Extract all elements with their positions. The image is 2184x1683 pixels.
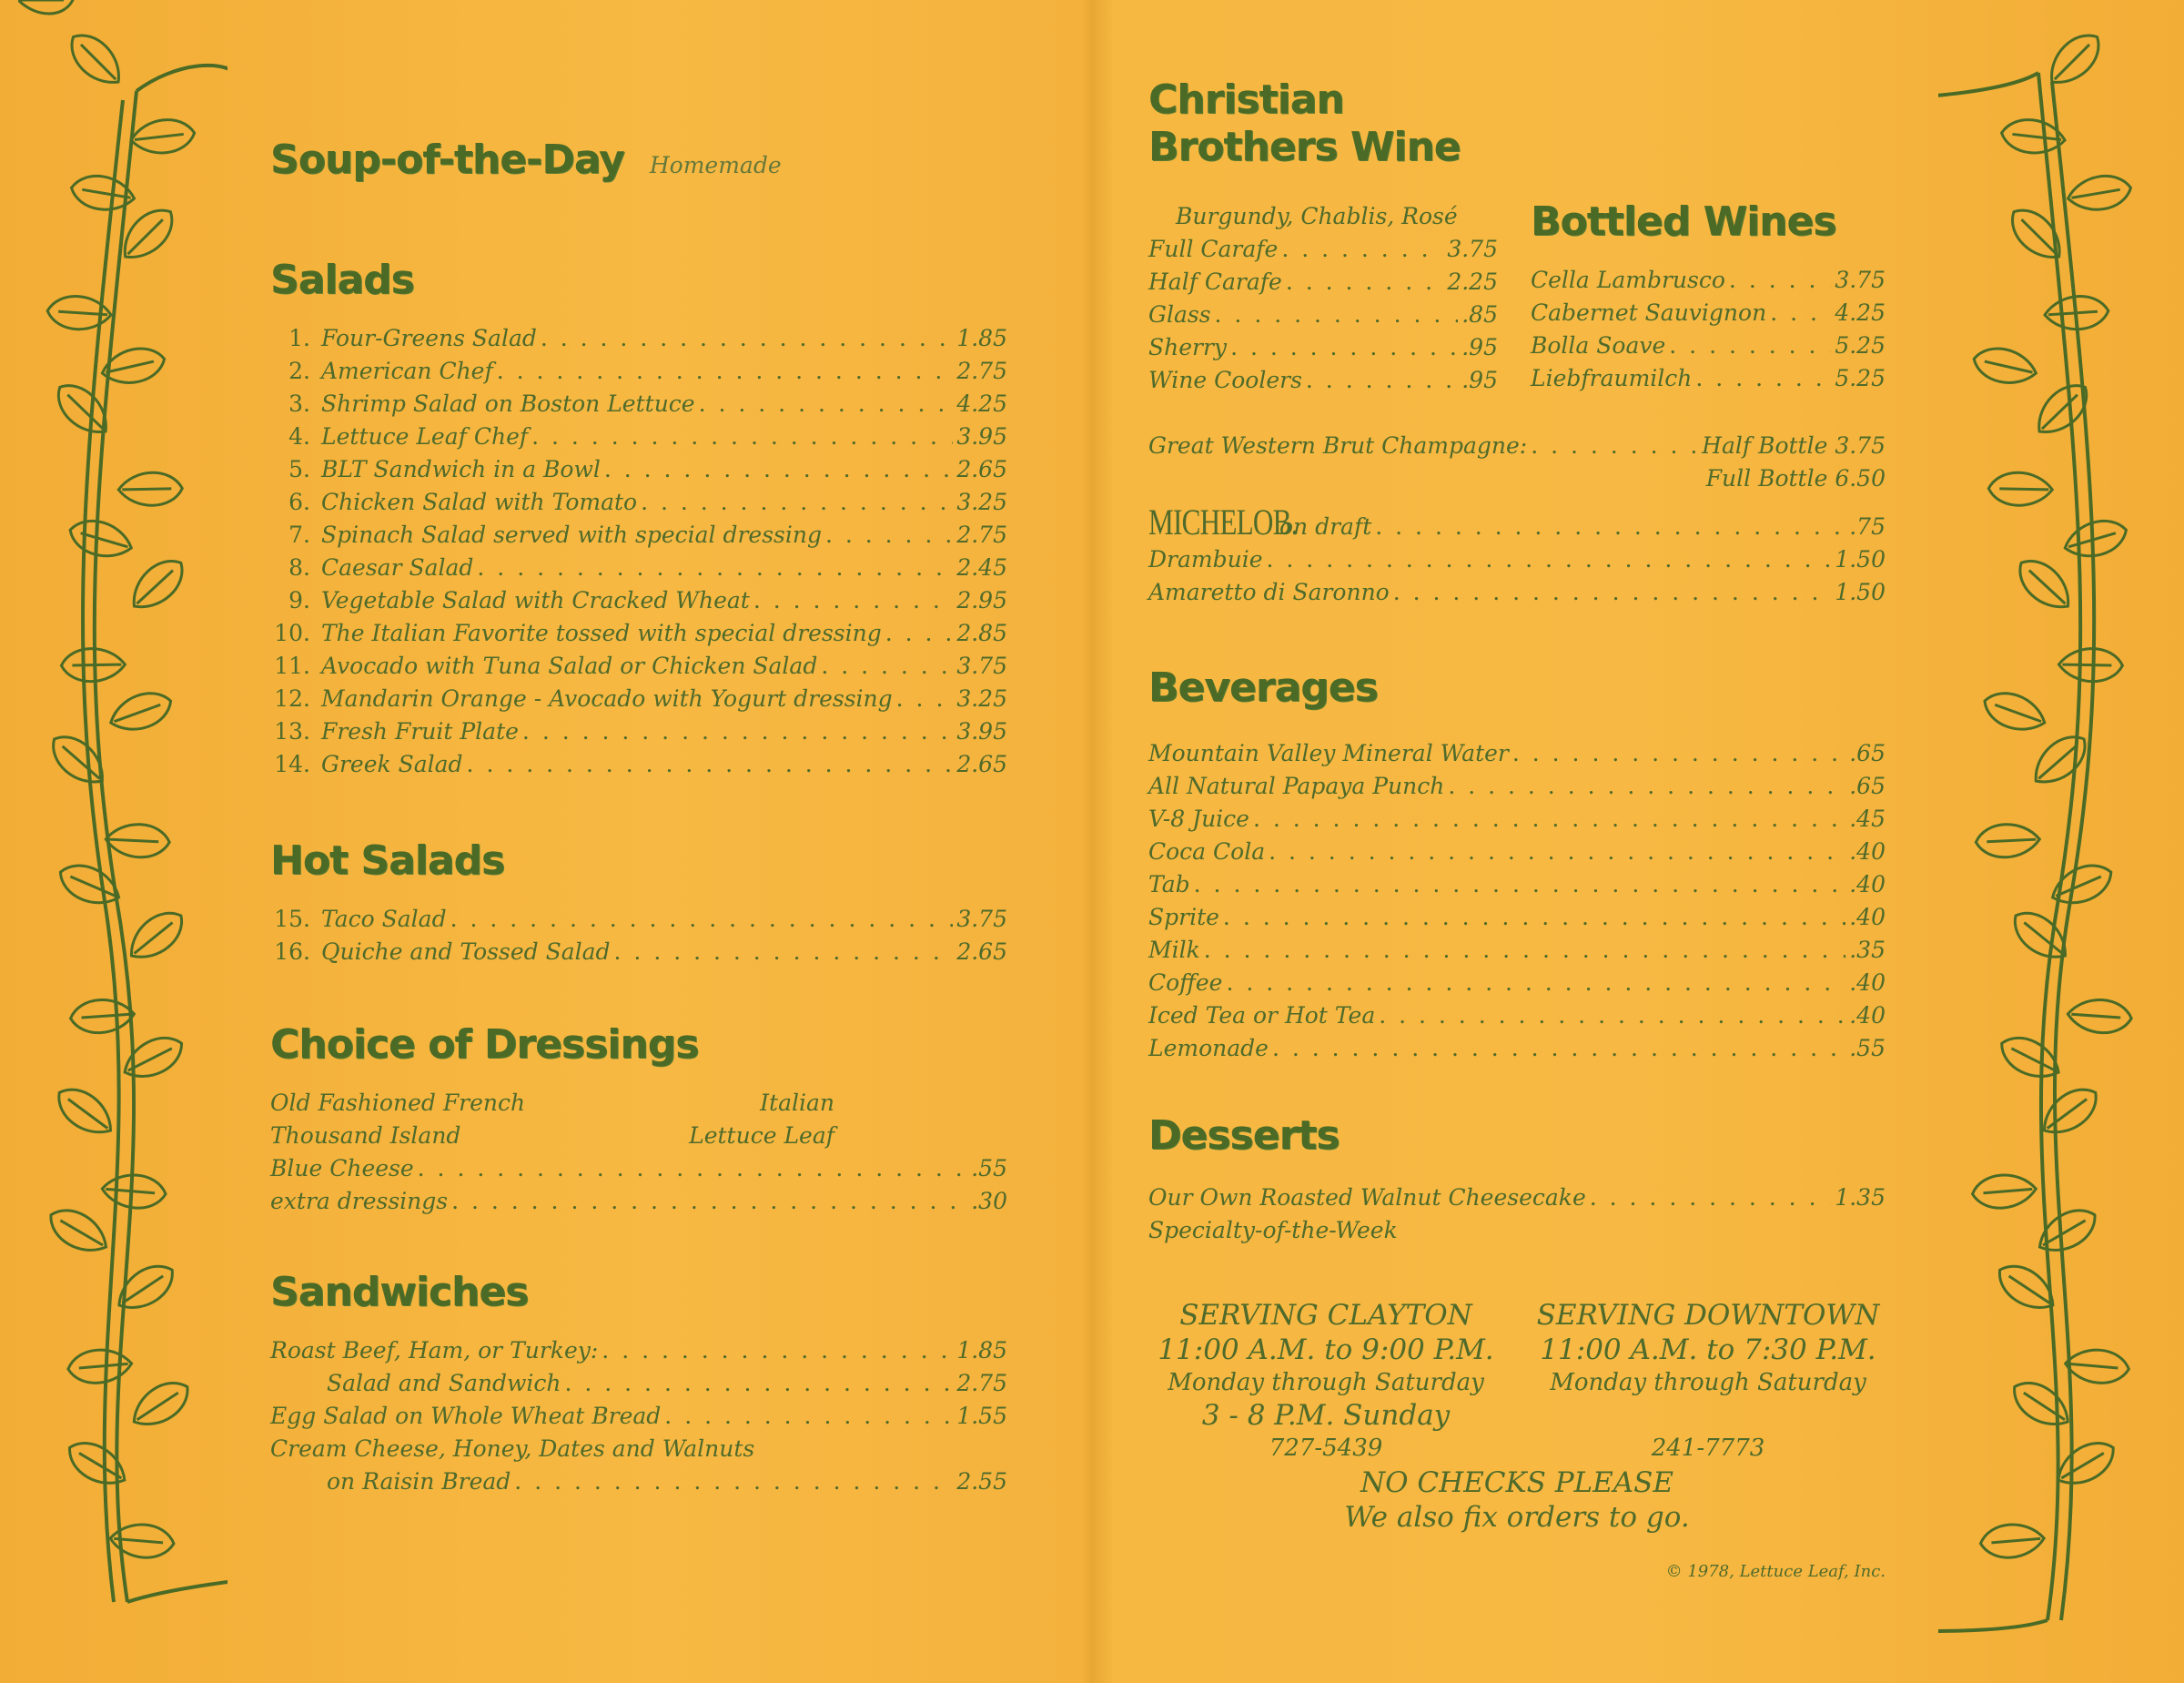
menu-item: [270, 715, 1007, 748]
dressing-option: Italian: [760, 1090, 834, 1116]
menu-item: [1148, 299, 1498, 331]
dot-leader: [1531, 430, 1698, 462]
leaf-icon: [125, 1374, 196, 1436]
item-price: .95: [1461, 334, 1498, 360]
dot-leader: [541, 322, 953, 355]
dot-leader: [1281, 233, 1443, 266]
location-hours: 11:00 A.M. to 7:30 P.M.: [1540, 1333, 1876, 1366]
item-price: .65: [1849, 773, 1886, 799]
menu-item: [270, 388, 1007, 421]
item-name: Mandarin Orange - Avocado with Yogurt dressing: [321, 685, 893, 712]
dot-leader: [821, 650, 953, 683]
dot-leader: [1230, 331, 1458, 364]
item-name: extra dressings: [270, 1188, 449, 1214]
item-name: Full Carafe: [1148, 236, 1279, 262]
menu-item: [1148, 266, 1498, 299]
item-price: 2.55: [956, 1468, 1007, 1495]
dot-leader: [604, 453, 953, 486]
dot-leader: [1729, 264, 1831, 297]
item-price: .40: [1849, 1002, 1886, 1029]
hot-salads-heading: Hot Salads: [270, 837, 505, 884]
item-name: Avocado with Tuna Salad or Chicken Salad: [321, 653, 818, 679]
menu-item: [270, 748, 1007, 781]
dot-leader: [531, 421, 953, 453]
dot-leader: [1223, 901, 1845, 934]
menu-item: [270, 322, 1007, 355]
item-number: 5.: [288, 456, 310, 482]
item-name: Vegetable Salad with Cracked Wheat: [321, 587, 750, 613]
item-price: 1.85: [956, 1337, 1007, 1364]
menu-item: [1148, 233, 1498, 266]
drinks-list: [1148, 502, 1886, 609]
dressings-price-list: [270, 1152, 1007, 1218]
item-name: Bolla Soave: [1531, 332, 1666, 359]
hot-salads-list: [270, 903, 1007, 968]
leaf-icon: [61, 1434, 133, 1495]
leaf-icon: [1971, 1172, 2037, 1211]
item-name: V-8 Juice: [1148, 806, 1249, 832]
leaf-icon: [2010, 551, 2079, 618]
item-name: Coca Cola: [1148, 838, 1266, 865]
salads-heading: Salads: [270, 257, 414, 303]
leaf-icon: [1970, 343, 2039, 390]
item-price: 2.65: [956, 456, 1007, 482]
leaf-icon: [123, 551, 192, 618]
dot-leader: [450, 903, 954, 936]
menu-item: [1148, 737, 1886, 770]
item-price: 1.85: [956, 325, 1007, 351]
item-number: 10.: [274, 620, 310, 646]
leaf-icon: [2060, 514, 2130, 563]
dot-leader: [514, 1465, 953, 1498]
menu-item: [270, 584, 1007, 617]
menu-item: [1148, 999, 1886, 1032]
dot-leader: [1590, 1181, 1832, 1214]
leaf-icon: [2050, 1434, 2122, 1495]
item-price: 2.75: [956, 522, 1007, 548]
item-price: 2.65: [956, 938, 1007, 965]
dot-leader: [1215, 299, 1459, 331]
item-price: 2.45: [956, 554, 1007, 581]
dot-leader: [641, 486, 953, 519]
dot-leader: [753, 584, 953, 617]
dot-leader: [1194, 868, 1846, 901]
item-price: 2.75: [956, 1370, 1007, 1396]
soup-heading: [270, 137, 782, 183]
menu-item: [270, 617, 1007, 650]
item-name: Spinach Salad served with special dressing: [321, 522, 822, 548]
sandwiches-list: [270, 1334, 1007, 1498]
soup-title: Soup-of-the-Day: [270, 137, 624, 183]
item-price: 3.25: [956, 685, 1007, 712]
item-name: All Natural Papaya Punch: [1148, 773, 1445, 799]
menu-item: [1148, 543, 1886, 576]
item-name: Milk: [1148, 937, 1200, 963]
location-phone: 241-7773: [1651, 1435, 1765, 1462]
leaf-icon: [66, 514, 136, 563]
item-number: 13.: [274, 718, 310, 745]
item-price: .45: [1849, 806, 1886, 832]
item-price: 3.75: [1835, 267, 1886, 293]
leaf-icon: [2031, 1201, 2103, 1261]
dot-leader: [1306, 364, 1458, 397]
leaf-icon: [2066, 172, 2134, 215]
dot-leader: [418, 1152, 968, 1185]
menu-item: [270, 453, 1007, 486]
item-price: 2.85: [956, 620, 1007, 646]
leaf-icon: [50, 1080, 121, 1144]
leaf-icon: [54, 857, 126, 913]
item-price: Full Bottle 6.50: [1705, 465, 1886, 492]
item-name: Tab: [1148, 871, 1190, 897]
item-price: 2.25: [1447, 269, 1498, 295]
menu-item: [270, 1400, 1007, 1433]
dot-leader: [467, 748, 954, 781]
dot-leader: [885, 617, 954, 650]
item-price: .40: [1849, 904, 1886, 930]
christian-brothers-heading: [1148, 76, 1461, 171]
footer-notes: [1148, 1465, 1886, 1535]
dot-leader: [1226, 967, 1845, 999]
menu-item: [1148, 836, 1886, 868]
leaf-icon: [129, 117, 197, 157]
menu-item: [270, 1185, 1007, 1218]
dot-leader: [1448, 770, 1845, 803]
item-price: 3.75: [956, 653, 1007, 679]
dot-leader: [1286, 266, 1443, 299]
dot-leader: [896, 683, 954, 715]
menu-item: [1531, 362, 1886, 395]
dot-leader: [1379, 999, 1845, 1032]
menu-item: [1148, 901, 1886, 934]
location-title: SERVING DOWNTOWN: [1536, 1299, 1880, 1332]
leaf-icon: [2006, 1374, 2077, 1436]
item-price: 2.75: [956, 358, 1007, 384]
dressing-option: Old Fashioned French: [270, 1090, 526, 1116]
leaf-icon: [2067, 998, 2132, 1035]
item-price: 2.95: [956, 587, 1007, 613]
dot-leader: [1375, 511, 1845, 543]
menu-item: [270, 903, 1007, 936]
location-hours: 11:00 A.M. to 9:00 P.M.: [1158, 1333, 1494, 1366]
item-name: Taco Salad: [321, 906, 447, 932]
menu-item: [270, 519, 1007, 552]
menu-item: [1148, 868, 1886, 901]
heading-line: Brothers Wine: [1148, 124, 1461, 170]
item-price: 3.95: [956, 423, 1007, 450]
menu-item: [270, 421, 1007, 453]
sandwiches-heading: Sandwiches: [270, 1269, 529, 1315]
dot-leader: [522, 715, 953, 748]
item-name: Caesar Salad: [321, 554, 474, 581]
item-price: .35: [1849, 937, 1886, 963]
wine-varieties: Burgundy, Chablis, Rosé: [1176, 203, 1458, 229]
item-price: 4.25: [956, 390, 1007, 417]
leaf-icon: [2058, 648, 2123, 682]
leaf-icon: [106, 685, 177, 738]
menu-item: [1148, 967, 1886, 999]
item-name: Egg Salad on Whole Wheat Bread: [270, 1403, 662, 1429]
menu-item: [270, 486, 1007, 519]
item-name: BLT Sandwich in a Bowl: [321, 456, 601, 482]
desserts-heading: Desserts: [1148, 1112, 1340, 1159]
item-name: Drambuie: [1148, 546, 1263, 573]
location-title: SERVING CLAYTON: [1179, 1299, 1472, 1332]
menu-item: [1531, 330, 1886, 362]
menu-item: [270, 1465, 1007, 1498]
menu-item: [270, 1152, 1007, 1185]
leaf-icon: [43, 1201, 115, 1261]
item-name: Lemonade: [1148, 1035, 1269, 1061]
bottled-wines-heading: Bottled Wines: [1531, 198, 1836, 245]
item-number: 4.: [288, 423, 310, 450]
menu-item-description: Cream Cheese, Honey, Dates and Walnuts: [270, 1435, 755, 1462]
location-days: Monday through Saturday: [1550, 1369, 1866, 1396]
dressing-option: Thousand Island: [270, 1122, 461, 1149]
dot-leader: [614, 936, 954, 968]
item-price: .85: [1461, 301, 1498, 328]
menu-item: [1148, 1181, 1886, 1214]
menu-item: [270, 650, 1007, 683]
item-name: Salad and Sandwich: [327, 1370, 561, 1396]
dot-leader: [497, 355, 954, 388]
item-name: Half Carafe: [1148, 269, 1282, 295]
item-name: Amaretto di Saronno: [1148, 579, 1390, 605]
leaf-icon: [69, 998, 135, 1035]
item-name: Great Western Brut Champagne:: [1148, 432, 1528, 459]
leaf-icon: [1988, 472, 2053, 506]
item-price: 3.25: [956, 489, 1007, 515]
item-price: .40: [1849, 969, 1886, 996]
dressings-heading: Choice of Dressings: [270, 1021, 699, 1068]
item-price: 5.25: [1835, 332, 1886, 359]
item-number: 6.: [288, 489, 310, 515]
item-number: 2.: [288, 358, 310, 384]
menu-item: [1148, 1032, 1886, 1065]
leaf-icon: [2002, 200, 2070, 269]
menu-item: [1148, 502, 1886, 543]
item-price: 4.25: [1835, 299, 1886, 326]
item-name: Cella Lambrusco: [1531, 267, 1725, 293]
dot-leader: [1269, 836, 1845, 868]
leaf-icon: [2064, 1347, 2130, 1385]
menu-item: [1531, 264, 1886, 297]
menu-item: [270, 1334, 1007, 1367]
item-name: Greek Salad: [321, 751, 463, 777]
item-number: 14.: [274, 751, 310, 777]
item-price: 2.65: [956, 751, 1007, 777]
item-price: .40: [1849, 871, 1886, 897]
menu-item: [1148, 430, 1886, 462]
clayton-hours: [1148, 1298, 1503, 1464]
dot-leader: [1204, 934, 1845, 967]
item-name: Fresh Fruit Plate: [321, 718, 519, 745]
item-name: Mountain Valley Mineral Water: [1148, 740, 1509, 766]
item-name: on Raisin Bread: [327, 1468, 511, 1495]
champagne-block: [1148, 430, 1886, 495]
menu-item: [1148, 934, 1886, 967]
leaf-icon: [1979, 1522, 2046, 1560]
menu-item: [1148, 803, 1886, 836]
heading-line: Christian: [1148, 76, 1344, 123]
item-price: .55: [1849, 1035, 1886, 1061]
item-price: .40: [1849, 838, 1886, 865]
menu-item: [1531, 297, 1886, 330]
item-number: 15.: [274, 906, 310, 932]
leaf-icon: [110, 1256, 181, 1319]
menu-item: [1148, 331, 1498, 364]
item-price: 5.25: [1835, 365, 1886, 391]
item-price: .65: [1849, 740, 1886, 766]
item-name: Sherry: [1148, 334, 1228, 360]
dot-leader: [664, 1400, 953, 1433]
dot-leader: [1512, 737, 1845, 770]
no-checks-note: NO CHECKS PLEASE: [1360, 1466, 1674, 1499]
dot-leader: [564, 1367, 953, 1400]
beverages-heading: Beverages: [1148, 664, 1378, 711]
dot-leader: [602, 1334, 953, 1367]
menu-item: [270, 936, 1007, 968]
item-number: 16.: [274, 938, 310, 965]
leaf-icon: [2035, 1080, 2106, 1144]
dressing-option: Lettuce Leaf: [689, 1122, 834, 1149]
item-price: .95: [1461, 367, 1498, 393]
item-number: 7.: [288, 522, 310, 548]
dot-leader: [825, 519, 953, 552]
item-price: 3.95: [956, 718, 1007, 745]
item-name: Iced Tea or Hot Tea: [1148, 1002, 1376, 1029]
item-name: Shrimp Salad on Boston Lettuce: [321, 390, 695, 417]
item-price: .55: [971, 1155, 1007, 1181]
item-price: 3.75: [1447, 236, 1498, 262]
menu-item: [1148, 364, 1498, 397]
bottled-wines-list: [1531, 264, 1886, 395]
leaf-icon: [62, 25, 130, 94]
dot-leader: [1272, 1032, 1845, 1065]
location-sunday: 3 - 8 P.M. Sunday: [1201, 1399, 1451, 1432]
item-price: Half Bottle 3.75: [1702, 432, 1886, 459]
item-name: Sprite: [1148, 904, 1219, 930]
leaf-icon: [1979, 685, 2050, 738]
carafe-list: [1148, 233, 1498, 397]
item-name: Chicken Salad with Tomato: [321, 489, 638, 515]
item-number: 3.: [288, 390, 310, 417]
leaf-icon: [121, 903, 191, 968]
soup-note: Homemade: [649, 152, 782, 178]
item-number: 1.: [288, 325, 310, 351]
item-name: Our Own Roasted Walnut Cheesecake: [1148, 1184, 1586, 1211]
leaf-icon: [66, 1347, 133, 1385]
to-go-note: We also fix orders to go.: [1344, 1501, 1690, 1534]
dot-leader: [477, 552, 953, 584]
dot-leader: [1393, 576, 1832, 609]
dot-leader: [1770, 297, 1831, 330]
item-name: Wine Coolers: [1148, 367, 1302, 393]
item-name: Quiche and Tossed Salad: [321, 938, 611, 965]
item-price: 1.50: [1835, 579, 1886, 605]
item-name: American Chef: [321, 358, 493, 384]
location-phone: 727-5439: [1269, 1435, 1383, 1462]
item-name: Glass: [1148, 301, 1211, 328]
leaf-icon: [105, 823, 170, 858]
menu-item: [270, 683, 1007, 715]
leaf-vine-border-right-icon: [1938, 0, 2148, 1683]
location-days: Monday through Saturday: [1168, 1369, 1484, 1396]
copyright: © 1978, Lettuce Leaf, Inc.: [1665, 1562, 1886, 1581]
item-name: Coffee: [1148, 969, 1223, 996]
dot-leader: [1669, 330, 1831, 362]
dot-leader: [451, 1185, 967, 1218]
dot-leader: [1267, 543, 1832, 576]
leaf-vine-border-left-icon: [18, 0, 228, 1683]
item-name: Blue Cheese: [270, 1155, 414, 1181]
leaf-icon: [117, 1029, 189, 1087]
item-price: 1.35: [1835, 1184, 1886, 1211]
dessert-special: Specialty-of-the-Week: [1148, 1217, 1398, 1243]
item-price: 1.50: [1835, 546, 1886, 573]
leaf-icon: [101, 1172, 167, 1211]
beverages-list: [1148, 737, 1886, 1065]
dot-leader: [699, 388, 954, 421]
item-price: .75: [1849, 513, 1886, 540]
item-number: 9.: [288, 587, 310, 613]
item-price: 1.55: [956, 1403, 1007, 1429]
item-name: on draft: [1279, 513, 1372, 540]
item-price: .30: [971, 1188, 1007, 1214]
michelob-logo: MICHELOB.: [1148, 502, 1298, 542]
leaf-icon: [2026, 726, 2095, 793]
item-name: Lettuce Leaf Chef: [321, 423, 529, 450]
desserts-list: [1148, 1181, 1886, 1247]
item-number: 8.: [288, 554, 310, 581]
item-number: 12.: [274, 685, 310, 712]
item-number: 11.: [274, 653, 310, 679]
menu-item: [270, 552, 1007, 584]
item-name: Cabernet Sauvignon: [1531, 299, 1767, 326]
downtown-hours: [1531, 1298, 1886, 1464]
salads-list: [270, 322, 1007, 781]
dot-leader: [1695, 362, 1831, 395]
leaf-icon: [1976, 823, 2041, 858]
menu-item: [270, 355, 1007, 388]
item-name: Liebfraumilch: [1531, 365, 1693, 391]
menu-item: [270, 1367, 1007, 1400]
item-name: Roast Beef, Ham, or Turkey:: [270, 1337, 599, 1364]
item-price: 3.75: [956, 906, 1007, 932]
leaf-icon: [118, 472, 183, 506]
item-name: Four-Greens Salad: [321, 325, 537, 351]
menu-item: [1148, 770, 1886, 803]
menu-item: [1148, 576, 1886, 609]
item-name: The Italian Favorite tossed with special dressing: [321, 620, 882, 646]
dot-leader: [1253, 803, 1845, 836]
